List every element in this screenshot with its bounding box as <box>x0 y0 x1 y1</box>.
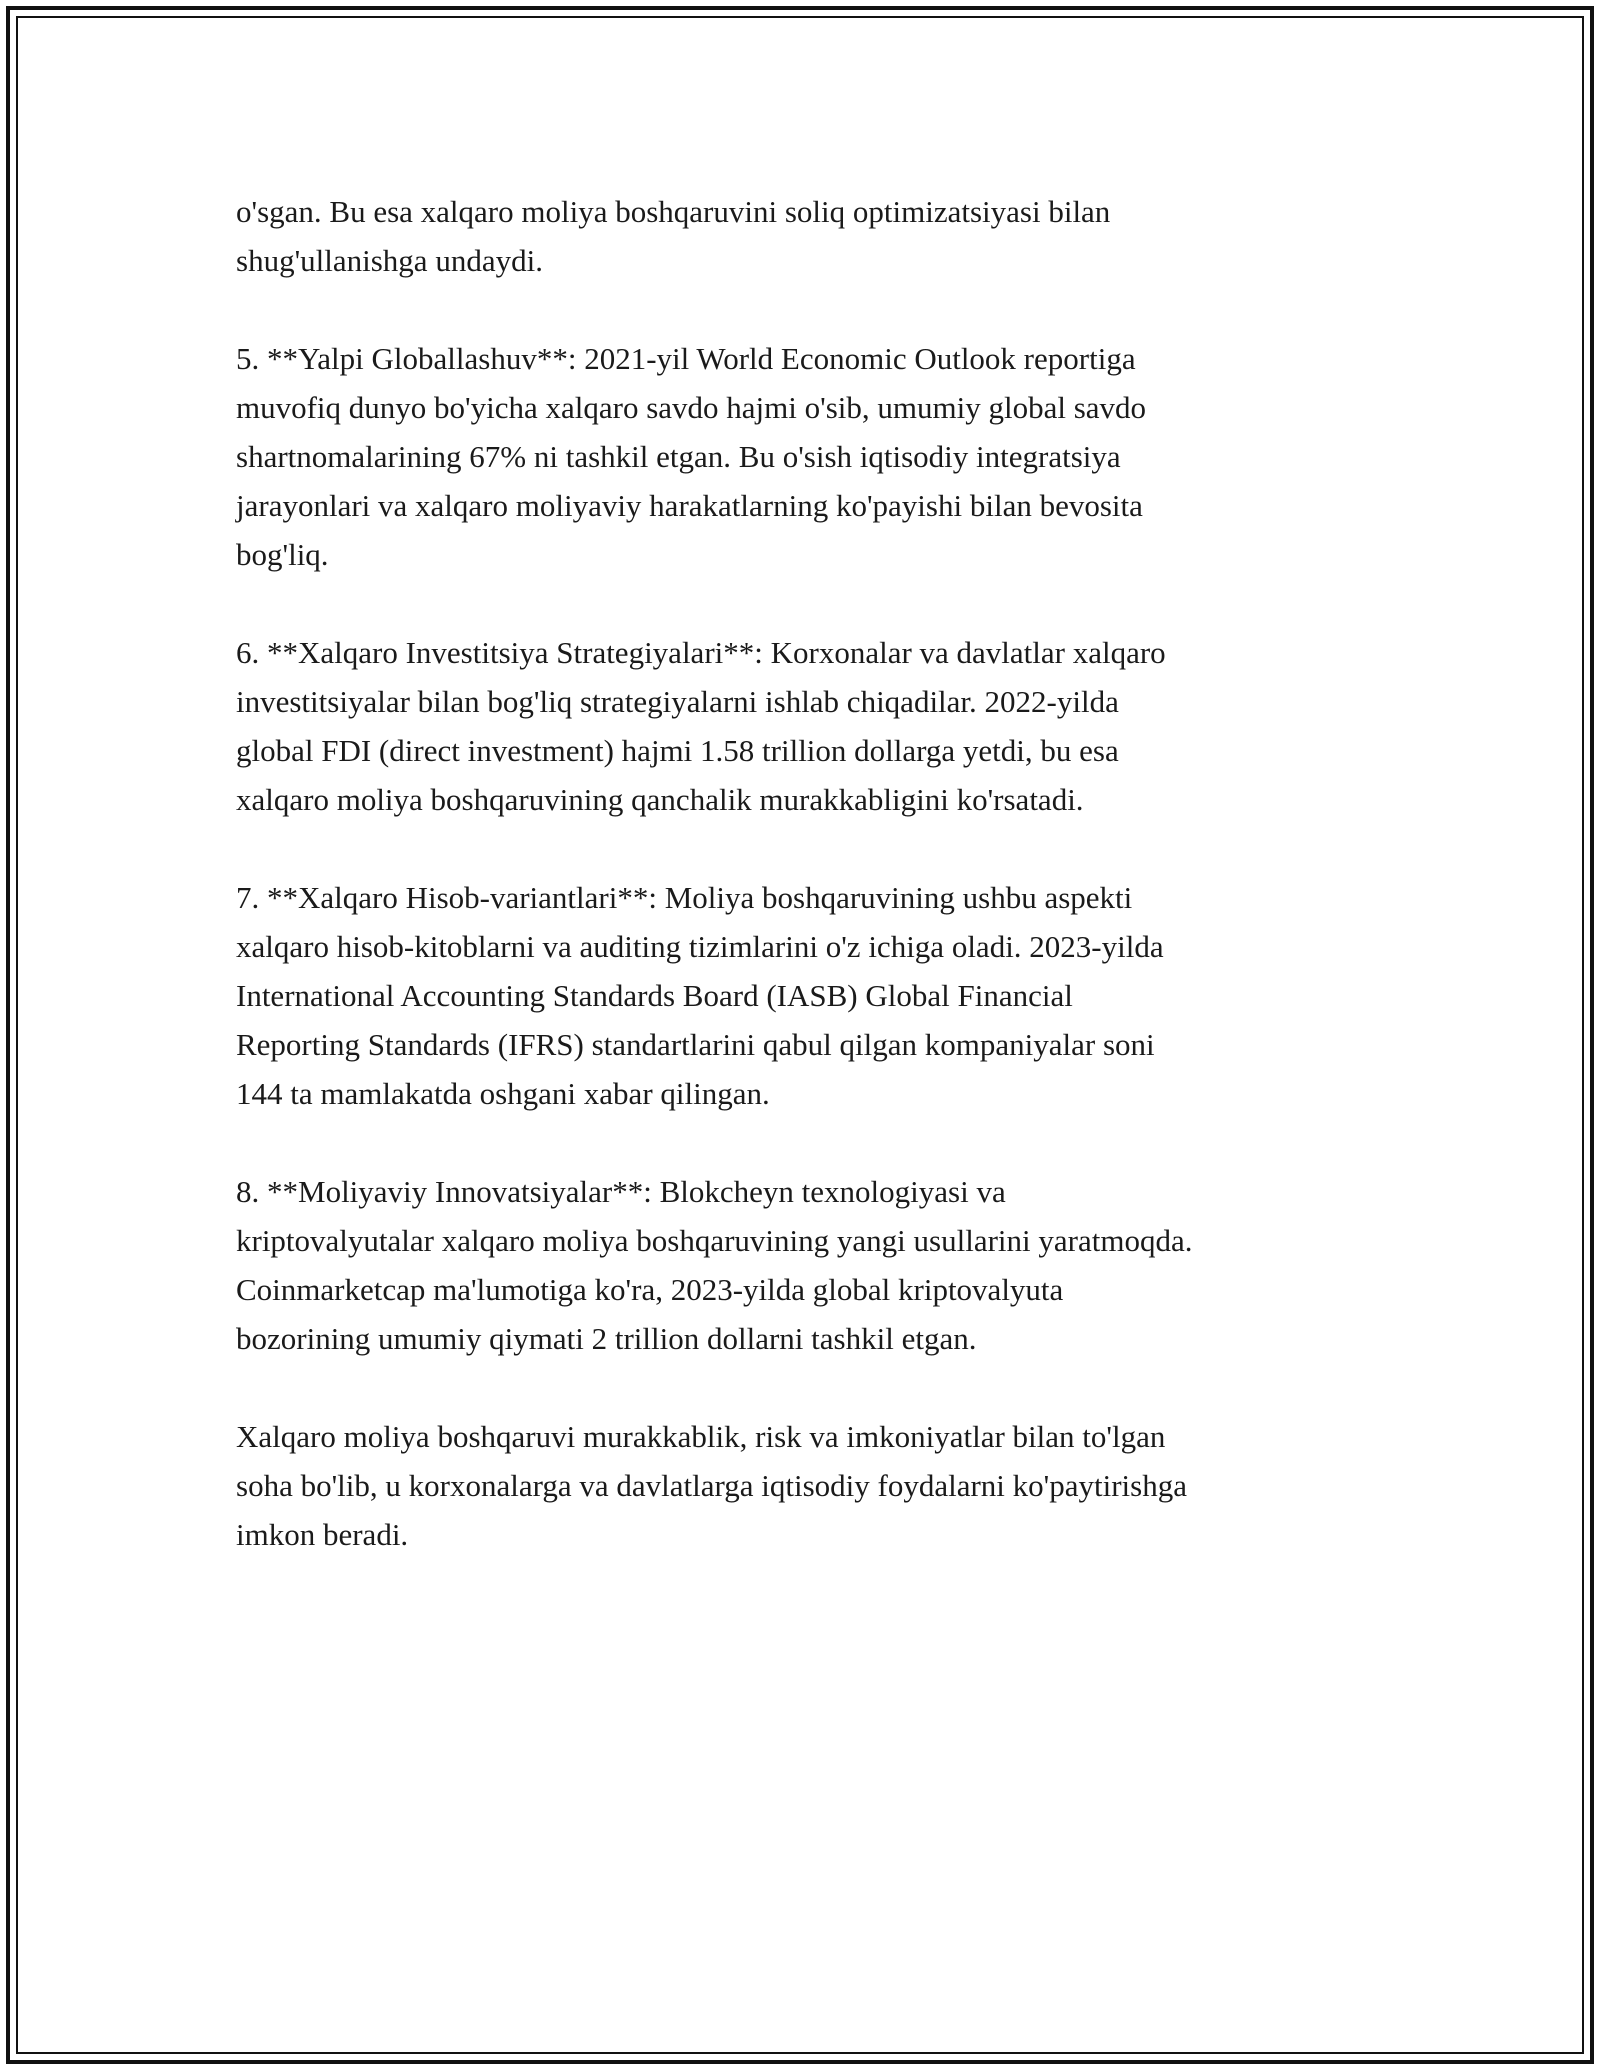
paragraph-continuation: o'sgan. Bu esa xalqaro moliya boshqaruvini soliq optimizatsiyasi bilan shug'ullanishga undaydi. <box>236 194 1111 278</box>
paragraph-conclusion: Xalqaro moliya boshqaruvi murakkablik, risk va imkoniyatlar bilan to'lgan soha bo'lib, u korxonalarga va davlatlarga iqtisodiy foydalarni ko'paytirishga imkon beradi. <box>236 1419 1187 1552</box>
paragraph-item-5: 5. **Yalpi Globallashuv**: 2021-yil World Economic Outlook reportiga muvofiq dunyo bo'yicha xalqaro savdo hajmi o'sib, umumiy global savdo shartnomalarining 67% ni tashkil etgan. Bu o'sish iqtisodiy integratsiya jarayonlari va xalqaro moliyaviy harakatlarning ko'payishi bilan bevosita bog'liq. <box>236 341 1147 572</box>
paragraph-item-8: 8. **Moliyaviy Innovatsiyalar**: Blokcheyn texnologiyasi va kriptovalyutalar xalqaro moliya boshqaruvining yangi usullarini yaratmoqda. Coinmarketcap ma'lumotiga ko'ra, 2023-yilda global kriptovalyuta bozorining umumiy qiymati 2 trillion dollarni tashkil etgan. <box>236 1174 1193 1356</box>
paragraph-item-7: 7. **Xalqaro Hisob-variantlari**: Moliya boshqaruvining ushbu aspekti xalqaro hisob-kitoblarni va auditing tizimlarini o'z ichiga oladi. 2023-yilda International Accounting Standards Board (IASB) Global Financial Reporting Standards (IFRS) standartlarini qabul qilgan kompaniyalar soni 144 ta mamlakatda oshgani xabar qilingan. <box>236 880 1164 1111</box>
paragraph-item-6: 6. **Xalqaro Investitsiya Strategiyalari**: Korxonalar va davlatlar xalqaro investitsiyalar bilan bog'liq strategiyalarni ishlab chiqadilar. 2022-yilda global FDI (direct investment) hajmi 1.58 trillion dollarga yetdi, bu esa xalqaro moliya boshqaruvining qanchalik murakkabligini ko'rsatadi. <box>236 635 1166 817</box>
document-body <box>236 187 1376 1559</box>
